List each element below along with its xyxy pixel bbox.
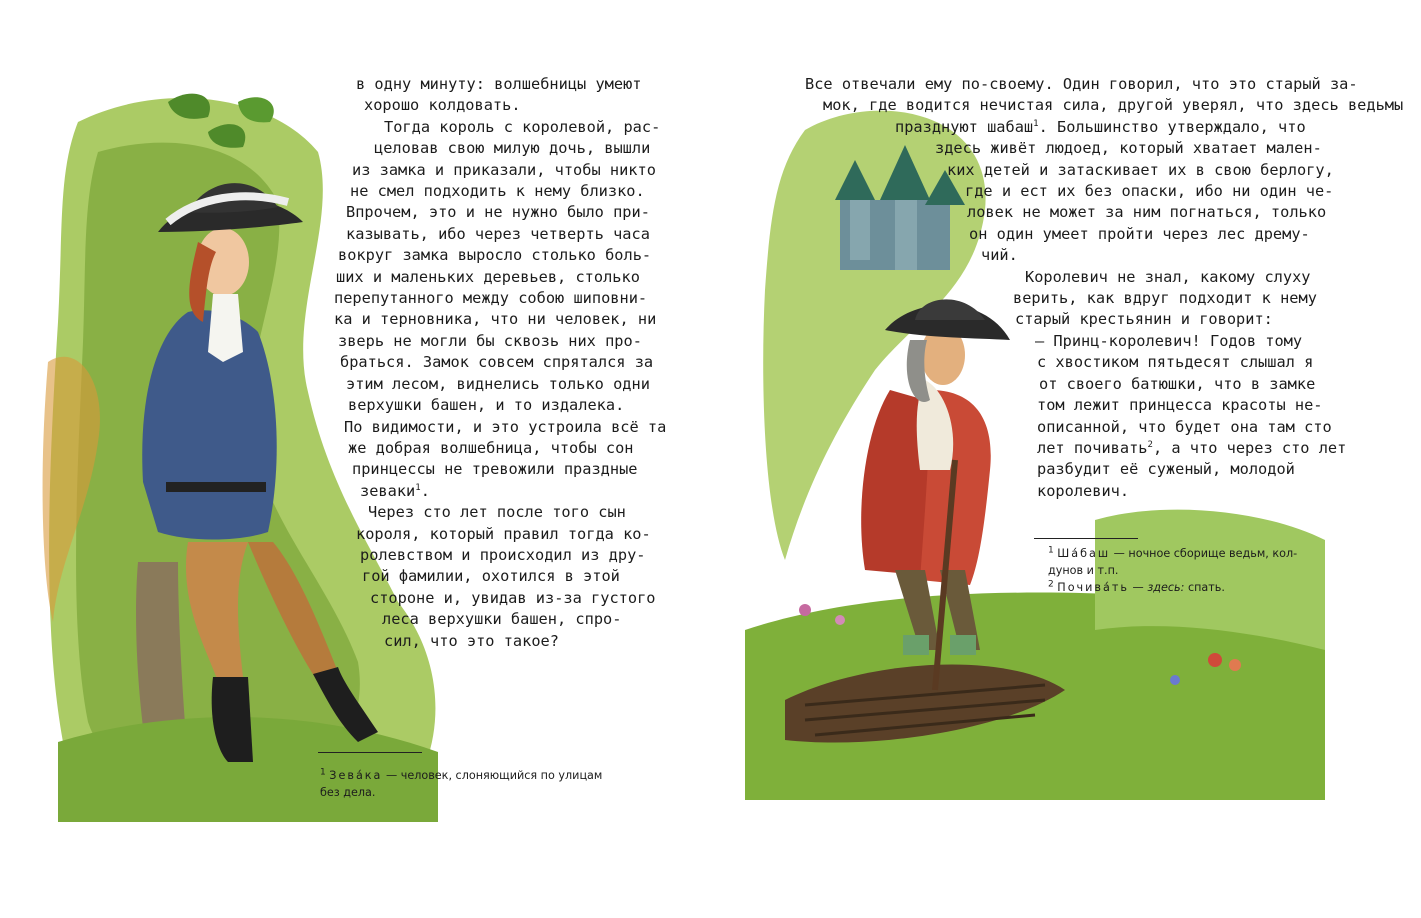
text-line: разбудит её суженый, молодой <box>1037 460 1295 479</box>
text-line: верхушки башен, и то издалека. <box>348 396 625 415</box>
text-line: же добрая волшебница, чтобы сон <box>348 438 634 457</box>
text-line <box>801 438 1347 459</box>
text-line <box>801 117 1316 138</box>
text-line: Через сто лет после того сын <box>368 503 626 522</box>
text-line: вокруг замка выросло столько боль- <box>338 246 652 265</box>
text-line: Королевич не знал, какому слуху <box>1025 267 1311 286</box>
text-line: ловек не может за ним погнаться, только <box>967 203 1327 222</box>
footnote-marker: 1 <box>1033 118 1039 129</box>
text-line: гой фамилии, охотился в этой <box>362 567 620 586</box>
text-line: Тогда король с королевой, рас- <box>384 117 661 136</box>
text-line: из замка и приказали, чтобы никто <box>352 160 656 179</box>
footnote-number: 1 <box>1048 545 1054 556</box>
text-line: стороне и, увидав из-за густого <box>370 588 656 607</box>
footnote-marker: 2 <box>1147 439 1153 450</box>
text-line: перепутанного между собою шиповни- <box>334 289 648 308</box>
text-line: ких детей и затаскивает их в свою берлогу, <box>947 160 1334 179</box>
footnote-text: спать. <box>1184 581 1225 594</box>
text-fragment: лет почивать <box>1037 438 1148 457</box>
text-line: целовав свою милую дочь, вышли <box>374 139 651 158</box>
footnote-line <box>1048 545 1318 562</box>
text-line: По видимости, и это устроила всё та <box>344 417 667 436</box>
footnote-line: без дела. <box>320 786 376 799</box>
text-line: казывать, ибо через четверть часа <box>346 224 650 243</box>
text-line: браться. Замок совсем спрятался за <box>340 353 654 372</box>
text-line: ших и маленьких деревьев, столько <box>336 267 640 286</box>
text-line: верить, как вдруг подходит к нему <box>1013 289 1317 308</box>
footnote-line <box>1048 579 1318 596</box>
text-line: чий. <box>981 246 1018 265</box>
left-page-text <box>300 74 667 652</box>
right-page <box>711 0 1421 918</box>
text-line: леса верхушки башен, спро- <box>382 610 622 629</box>
footnote-term: Ша́баш <box>1057 547 1111 560</box>
footnote-number: 2 <box>1048 579 1054 590</box>
footnote-text: — ночное сборище ведьм, кол- <box>1110 547 1298 560</box>
text-line: не смел подходить к нему близко. <box>350 182 645 201</box>
footnote-text: здесь: <box>1147 581 1185 594</box>
text-line: с хвостиком пятьдесят слышал я <box>1037 353 1314 372</box>
footnote-text: — человек, слоняющийся по улицам <box>382 769 603 782</box>
footnote-term: Почива́ть <box>1057 581 1129 594</box>
text-line: описанной, что будет она там сто <box>1037 417 1332 436</box>
text-line: в одну минуту: волшебницы умеют <box>356 75 642 93</box>
text-fragment: празднуют шабаш <box>895 117 1034 136</box>
text-line: хорошо колдовать. <box>364 96 521 115</box>
text-line: ка и терновника, что ни человек, ни <box>334 310 657 329</box>
text-line: зверь не могли бы сквозь них про- <box>338 331 642 350</box>
footnote <box>320 767 640 801</box>
footnote-text: — <box>1129 581 1148 594</box>
text-line: ролевством и происходил из дру- <box>360 545 646 564</box>
text-line: старый крестьянин и говорит: <box>1015 310 1273 329</box>
text-line: короля, который правил тогда ко- <box>356 524 651 543</box>
text-line: здесь живёт людоед, который хватает мален- <box>935 139 1322 158</box>
text-line: — Принц-королевич! Годов тому <box>1035 331 1303 350</box>
footnotes <box>1048 545 1318 596</box>
footnote-divider <box>1034 538 1138 539</box>
text-line: принцессы не тревожили праздные <box>352 460 638 479</box>
text-line: зеваки$^1$. <box>360 481 430 500</box>
text-fragment: . Большинство утверждало, что <box>1038 117 1306 136</box>
footnote-divider <box>318 752 422 753</box>
text-line: королевич. <box>1037 481 1130 500</box>
footnote-term: Зева́ка <box>329 769 383 782</box>
footnote-number: 1 <box>320 767 326 778</box>
text-line: где и ест их без опаски, ибо ни один че- <box>965 182 1334 201</box>
left-page <box>0 0 710 918</box>
footnote-line <box>320 767 640 784</box>
text-line: Все отвечали ему по-своему. Один говорил, что это старый за- <box>805 75 1358 93</box>
text-line: он один умеет пройти через лес дрему- <box>969 224 1310 243</box>
footnote-marker: 1 <box>415 482 421 493</box>
footnote-line: дунов и т.п. <box>1048 564 1119 577</box>
text-line: этим лесом, виднелись только одни <box>346 374 650 393</box>
text-line: Впрочем, это и не нужно было при- <box>346 203 650 222</box>
text-line: от своего батюшки, что в замке <box>1039 374 1316 393</box>
text-line: сил, что это такое? <box>384 631 559 650</box>
text-fragment: зеваки <box>360 481 416 500</box>
text-line: мок, где водится нечистая сила, другой уверял, что здесь ведьмы <box>823 96 1404 115</box>
text-line: том лежит принцесса красоты не- <box>1037 396 1323 415</box>
text-fragment: , а что через сто лет <box>1152 438 1347 457</box>
right-page-text <box>801 74 1404 502</box>
